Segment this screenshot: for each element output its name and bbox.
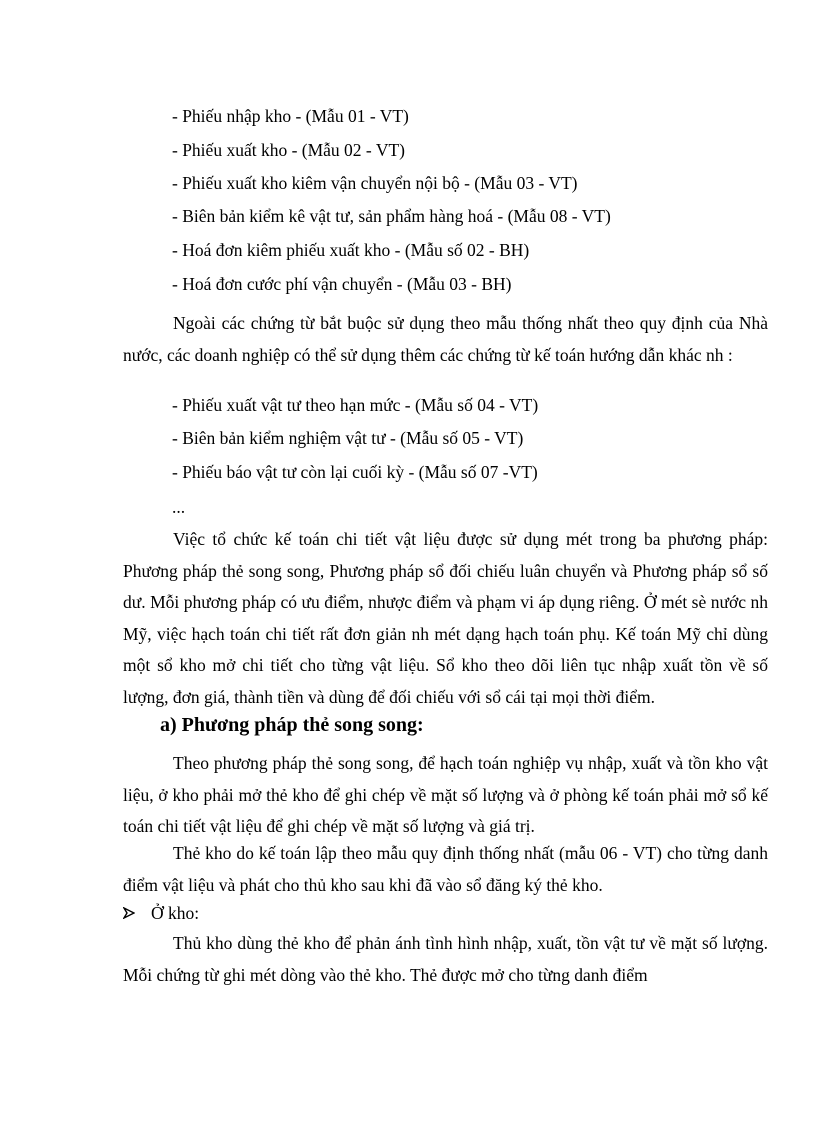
section-heading: a) Phương pháp thẻ song song: xyxy=(160,714,424,736)
form-item: - Hoá đơn cước phí vận chuyển - (Mẫu 03 - BH) xyxy=(172,274,512,294)
paragraph-methods: Việc tổ chức kế toán chi tiết vật liệu được sử dụng mét trong ba phương pháp: Phương pháp thẻ song song, Phương pháp sổ đối chiếu luân chuyển và Phương pháp sổ số dư. Mỗi phương pháp có ưu điểm, nhược điểm và phạm vi áp dụng riêng. Ở mét sè nước nh Mỹ, việc hạch toán chi tiết rất đơn giản nh mét dạng hạch toán phụ. Kế toán Mỹ chỉ dùng một sổ kho mở chi tiết cho từng vật liệu. Sổ kho theo dõi liên tục nhập xuất tồn về số lượng, đơn giá, thành tiền và dùng để đối chiếu với sổ cái tại mọi thời điểm. xyxy=(123,529,768,707)
form-item: - Phiếu xuất kho - (Mẫu 02 - VT) xyxy=(172,140,405,160)
form-item: - Phiếu xuất kho kiêm vận chuyển nội bộ - (Mẫu 03 - VT) xyxy=(172,173,578,193)
arrow-item-label: Ở kho: xyxy=(151,903,200,923)
form-item: - Biên bản kiểm kê vật tư, sản phẩm hàng hoá - (Mẫu 08 - VT) xyxy=(172,206,611,226)
ellipsis: ... xyxy=(172,497,186,517)
arrow-bullet-icon xyxy=(123,904,137,928)
paragraph-parallel-method: Theo phương pháp thẻ song song, để hạch toán nghiệp vụ nhập, xuất và tồn kho vật liệu, ở kho phải mở thẻ kho để ghi chép về mặt số lượng và ở phòng kế toán phải mở sổ kế toán chi tiết vật liệu để ghi chép về mặt số lượng và giá trị. xyxy=(123,753,768,836)
paragraph-stock-card: Thẻ kho do kế toán lập theo mẫu quy định thống nhất (mẫu 06 - VT) cho từng danh điểm vật liệu và phát cho thủ kho sau khi đã vào sổ đăng ký thẻ kho. xyxy=(123,843,768,895)
form-item: - Phiếu nhập kho - (Mẫu 01 - VT) xyxy=(172,106,409,126)
form-item: - Phiếu báo vật tư còn lại cuối kỳ - (Mẫu số 07 -VT) xyxy=(172,462,538,482)
form-item: - Hoá đơn kiêm phiếu xuất kho - (Mẫu số 02 - BH) xyxy=(172,240,530,260)
paragraph-additional-documents: Ngoài các chứng từ bắt buộc sử dụng theo mẫu thống nhất theo quy định của Nhà nước, các doanh nghiệp có thể sử dụng thêm các chứng từ kế toán hướng dẫn khác nh : xyxy=(123,313,768,365)
paragraph-warehouse-keeper: Thủ kho dùng thẻ kho để phản ánh tình hình nhập, xuất, tồn vật tư về mặt số lượng. Mỗi chứng từ ghi mét dòng vào thẻ kho. Thẻ được mở cho từng danh điểm xyxy=(123,933,768,985)
arrow-list-item xyxy=(123,901,199,928)
form-item: - Biên bản kiểm nghiệm vật tư - (Mẫu số 05 - VT) xyxy=(172,428,524,448)
form-item: - Phiếu xuất vật tư theo hạn mức - (Mẫu số 04 - VT) xyxy=(172,395,539,415)
